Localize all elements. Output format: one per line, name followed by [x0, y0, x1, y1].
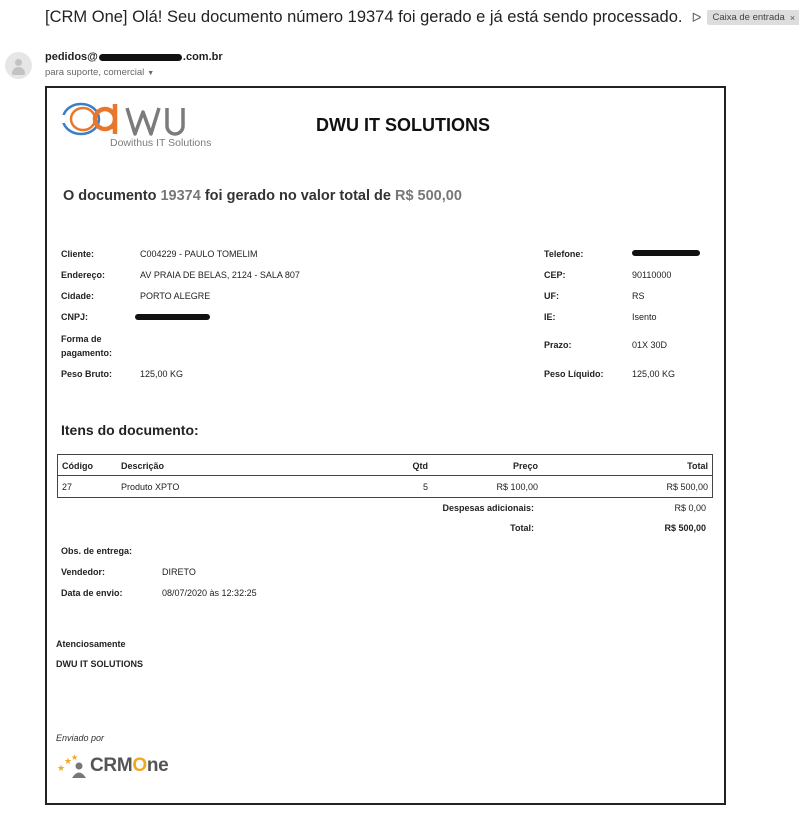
sender-avatar — [5, 52, 32, 79]
cliente-value: C004229 - PAULO TOMELIM — [140, 249, 258, 259]
sender-suffix: .com.br — [182, 51, 223, 63]
redacted-cnpj — [135, 314, 210, 320]
col-codigo: Código — [62, 461, 93, 471]
uf-label: UF: — [544, 291, 559, 301]
redacted-telefone — [632, 250, 700, 256]
logo-letter-w — [127, 108, 159, 134]
items-table — [57, 454, 713, 498]
vendedor-label: Vendedor: — [61, 567, 106, 577]
svg-text:★: ★ — [71, 753, 79, 762]
company-title: DWU IT SOLUTIONS — [316, 115, 490, 135]
row-descricao: Produto XPTO — [121, 482, 180, 492]
sender-prefix: pedidos@ — [45, 51, 98, 63]
closing-text: Atenciosamente — [56, 639, 126, 649]
email-subject-row — [45, 8, 799, 27]
inbox-label-text: Caixa de entrada — [712, 12, 785, 23]
signature-company: DWU IT SOLUTIONS — [56, 659, 143, 669]
cep-value: 90110000 — [632, 270, 672, 280]
row-qtd: 5 — [422, 482, 428, 492]
email-subject: [CRM One] Olá! Seu documento número 19374 foi gerado e já está sendo processado. — [45, 8, 683, 26]
importance-marker-icon[interactable]: ᐅ — [691, 9, 702, 25]
logo-tagline: Dowithus IT Solutions — [110, 137, 212, 149]
crmone-wordmark-crm: CRM — [90, 755, 133, 776]
data-envio-value: 08/07/2020 às 12:32:25 — [162, 588, 257, 598]
table-row — [58, 476, 712, 497]
logo-swoosh-inner — [71, 108, 95, 130]
remove-label-icon[interactable]: × — [789, 12, 796, 23]
document-body — [45, 86, 726, 805]
avatar-head — [15, 59, 22, 66]
items-heading: Itens do documento: — [61, 422, 199, 438]
row-total: R$ 500,00 — [666, 482, 708, 492]
peso-liquido-label: Peso Líquido: — [544, 369, 604, 379]
vendedor-value: DIRETO — [162, 567, 196, 577]
crmone-mark-icon — [56, 753, 88, 779]
inbox-label-chip[interactable] — [707, 10, 799, 25]
logo-letter-u — [167, 108, 183, 134]
col-descricao: Descrição — [121, 461, 165, 471]
endereco-value: AV PRAIA DE BELAS, 2124 - SALA 807 — [140, 270, 300, 280]
redacted-domain — [99, 54, 182, 61]
avatar-shoulders — [12, 67, 25, 75]
svg-text:★: ★ — [57, 764, 66, 774]
dwu-logo — [57, 98, 232, 150]
ie-value: Isento — [632, 312, 657, 322]
document-number: 19374 — [160, 188, 201, 204]
cep-label: CEP: — [544, 270, 566, 280]
sent-by-text: Enviado por — [56, 733, 105, 743]
logo-gap — [59, 115, 69, 123]
heading-middle: foi gerado no valor total de — [204, 188, 391, 204]
col-total: Total — [687, 461, 708, 471]
prazo-value: 01X 30D — [632, 340, 668, 350]
ie-label: IE: — [544, 312, 556, 322]
crmone-wordmark-o: O — [132, 755, 147, 776]
cidade-label: Cidade: — [61, 291, 95, 301]
recipients-toggle[interactable] — [45, 67, 154, 78]
forma-pagamento-label-2: pagamento: — [61, 348, 113, 358]
sender-address[interactable] — [45, 51, 223, 63]
peso-bruto-label: Peso Bruto: — [61, 369, 113, 379]
telefone-label: Telefone: — [544, 249, 584, 259]
data-envio-label: Data de envio: — [61, 588, 123, 598]
svg-text:★: ★ — [64, 757, 73, 767]
col-preco: Preço — [512, 461, 538, 471]
crmone-wordmark-ne: ne — [146, 755, 169, 776]
prazo-label: Prazo: — [544, 340, 572, 350]
peso-bruto-value: 125,00 KG — [140, 369, 184, 379]
recipients-text: para suporte, comercial — [45, 67, 145, 78]
total-label: Total: — [510, 523, 534, 533]
document-amount: R$ 500,00 — [394, 188, 462, 204]
cnpj-label: CNPJ: — [61, 312, 89, 322]
document-heading — [63, 188, 462, 204]
forma-pagamento-label-1: Forma de — [61, 334, 102, 344]
row-codigo: 27 — [62, 482, 73, 492]
uf-value: RS — [632, 291, 645, 301]
heading-prefix: O documento — [63, 188, 157, 204]
peso-liquido-value: 125,00 KG — [632, 369, 676, 379]
row-preco: R$ 100,00 — [496, 482, 538, 492]
crmone-logo — [56, 753, 168, 779]
total-value: R$ 500,00 — [664, 523, 706, 533]
cliente-label: Cliente: — [61, 249, 95, 259]
chevron-down-icon: ▼ — [147, 70, 155, 77]
cidade-value: PORTO ALEGRE — [140, 291, 211, 301]
despesas-label: Despesas adicionais: — [442, 503, 534, 513]
despesas-value: R$ 0,00 — [674, 503, 706, 513]
col-qtd: Qtd — [412, 461, 428, 471]
crmone-wordmark — [90, 755, 168, 777]
obs-entrega-label: Obs. de entrega: — [61, 546, 133, 556]
table-header-row — [58, 455, 712, 476]
endereco-label: Endereço: — [61, 270, 106, 280]
